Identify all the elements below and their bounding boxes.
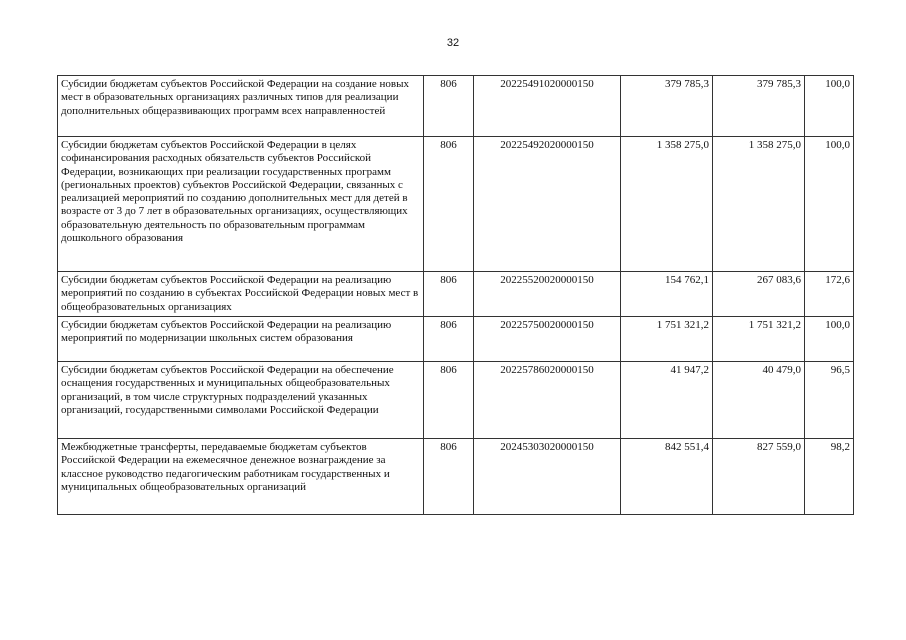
row-name-cell: Субсидии бюджетам субъектов Российской Федерации на реализацию мероприятий по модернизации школьных систем образования [58, 317, 424, 362]
actual-value-cell: 827 559,0 [713, 439, 805, 515]
actual-value-cell: 267 083,6 [713, 272, 805, 317]
budget-code-cell: 20245303020000150 [474, 439, 621, 515]
admin-code-cell: 806 [424, 317, 474, 362]
budget-table [57, 75, 854, 515]
percent-cell: 100,0 [805, 317, 854, 362]
plan-value-cell: 379 785,3 [621, 76, 713, 137]
row-name-cell: Субсидии бюджетам субъектов Российской Федерации в целях софинансирования расходных обязательств субъектов Российской Федерации, возникающих при реализации государственных программ (региональных проектов) субъектов Российской Федерации, связанных с реализацией мероприятий по созданию дополнительных мест для детей в возрасте от 3 до 7 лет в образовательных организациях, осуществляющих образовательную деятельность по образовательным программам дошкольного образования [58, 137, 424, 272]
budget-code-cell: 20225520020000150 [474, 272, 621, 317]
budget-code-cell: 20225491020000150 [474, 76, 621, 137]
actual-value-cell: 1 358 275,0 [713, 137, 805, 272]
table-row [58, 439, 854, 515]
row-name-cell: Субсидии бюджетам субъектов Российской Федерации на обеспечение оснащения государственных и муниципальных общеобразовательных организаций, в том числе структурных подразделений указанных организаций, государственными символами Российской Федерации [58, 362, 424, 439]
plan-value-cell: 1 751 321,2 [621, 317, 713, 362]
table-row [58, 272, 854, 317]
plan-value-cell: 842 551,4 [621, 439, 713, 515]
table-row [58, 362, 854, 439]
actual-value-cell: 1 751 321,2 [713, 317, 805, 362]
row-name-cell: Межбюджетные трансферты, передаваемые бюджетам субъектов Российской Федерации на ежемесячное денежное вознаграждение за классное руководство педагогическим работникам государственных и муниципальных общеобразовательных организаций [58, 439, 424, 515]
budget-code-cell: 20225492020000150 [474, 137, 621, 272]
table-row [58, 137, 854, 272]
admin-code-cell: 806 [424, 76, 474, 137]
percent-cell: 100,0 [805, 137, 854, 272]
actual-value-cell: 379 785,3 [713, 76, 805, 137]
percent-cell: 98,2 [805, 439, 854, 515]
plan-value-cell: 1 358 275,0 [621, 137, 713, 272]
admin-code-cell: 806 [424, 272, 474, 317]
row-name-cell: Субсидии бюджетам субъектов Российской Федерации на создание новых мест в образовательных организациях различных типов для реализации дополнительных общеразвивающих программ всех направленностей [58, 76, 424, 137]
admin-code-cell: 806 [424, 439, 474, 515]
percent-cell: 96,5 [805, 362, 854, 439]
page-number: 32 [446, 37, 460, 49]
budget-code-cell: 20225750020000150 [474, 317, 621, 362]
plan-value-cell: 41 947,2 [621, 362, 713, 439]
budget-code-cell: 20225786020000150 [474, 362, 621, 439]
admin-code-cell: 806 [424, 362, 474, 439]
table-row [58, 76, 854, 137]
table-row [58, 317, 854, 362]
admin-code-cell: 806 [424, 137, 474, 272]
percent-cell: 100,0 [805, 76, 854, 137]
actual-value-cell: 40 479,0 [713, 362, 805, 439]
plan-value-cell: 154 762,1 [621, 272, 713, 317]
percent-cell: 172,6 [805, 272, 854, 317]
row-name-cell: Субсидии бюджетам субъектов Российской Федерации на реализацию мероприятий по созданию в субъектах Российской Федерации новых мест в общеобразовательных организациях [58, 272, 424, 317]
